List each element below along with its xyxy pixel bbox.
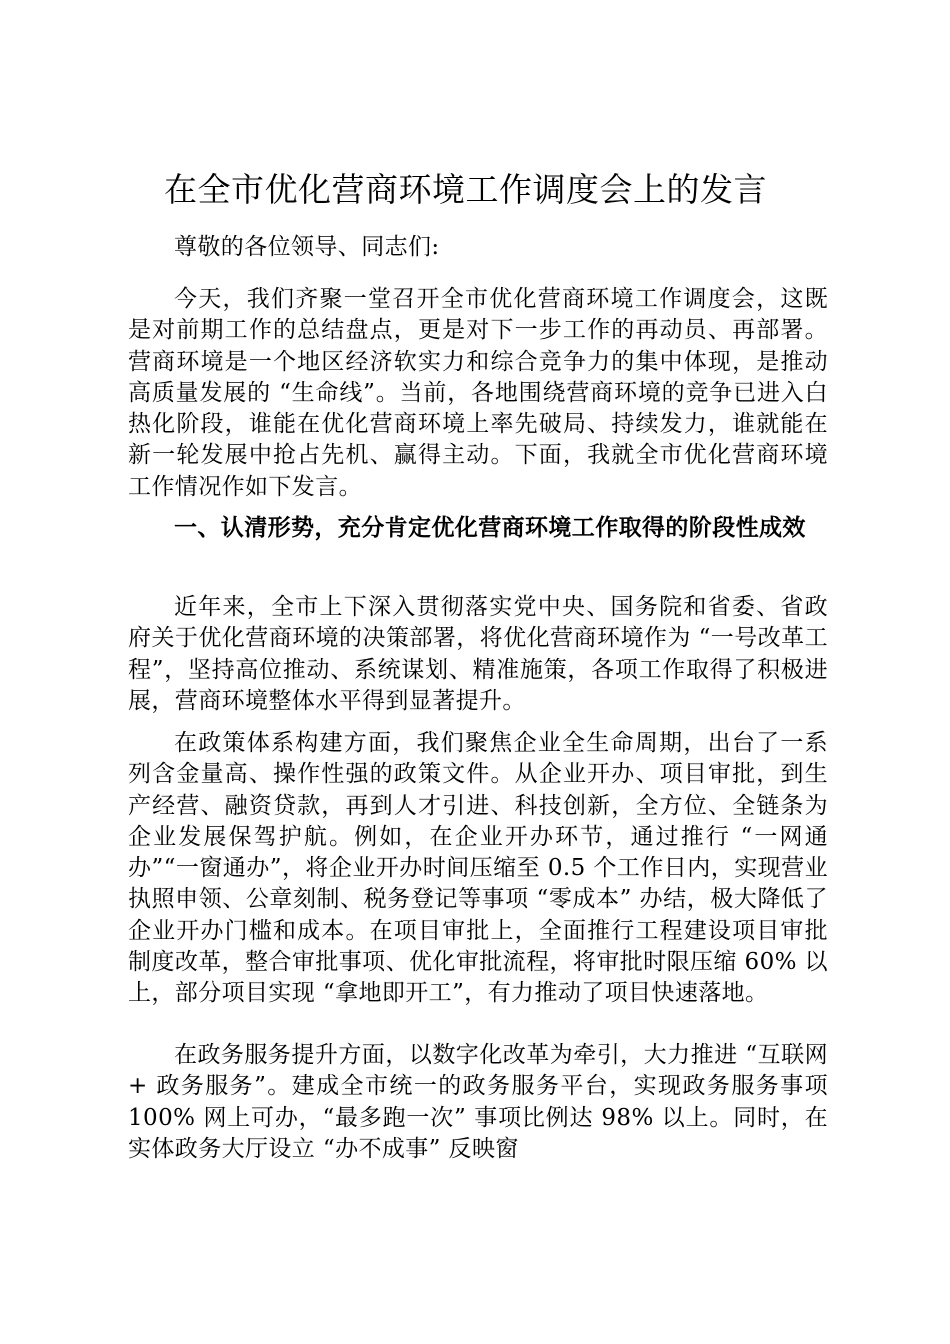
- intro-paragraph: 今天，我们齐聚一堂召开全市优化营商环境工作调度会，这既是对前期工作的总结盘点，更是对下一步工作的再动员、再部署。营商环境是一个地区经济软实力和综合竞争力的集中体现，是推动高质量发展的 “生命线”。当前，各地围绕营商环境的竞争已进入白热化阶段，谁能在优化营商环境上率先破局、持续发力，谁就能在新一轮发展中抢占先机、赢得主动。下面，我就全市优化营商环境工作情况作如下发言。: [128, 286, 828, 500]
- greeting: 尊敬的各位领导、同志们:: [174, 234, 440, 260]
- body-paragraph-achievements: 近年来，全市上下深入贯彻落实党中央、国务院和省委、省政府关于优化营商环境的决策部署，将优化营商环境作为 “一号改革工程”，坚持高位推动、系统谋划、精准施策，各项工作取得了积极进展，营商环境整体水平得到显著提升。: [128, 594, 828, 714]
- document-title: 在全市优化营商环境工作调度会上的发言: [164, 170, 767, 209]
- body-paragraph-policy: 在政策体系构建方面，我们聚焦企业全生命周期，出台了一系列含金量高、操作性强的政策文件。从企业开办、项目审批，到生产经营、融资贷款，再到人才引进、科技创新，全方位、全链条为企业发展保驾护航。例如，在企业开办环节，通过推行 “一网通办”“一窗通办”，将企业开办时间压缩至 0.5 个工作日内，实现营业执照申领、公章刻制、税务登记等事项 “零成本” 办结，极大降低了企业开办门槛和成本。在项目审批上，全面推行工程建设项目审批制度改革，整合审批事项、优化审批流程，将审批时限压缩 60% 以上，部分项目实现 “拿地即开工”，有力推动了项目快速落地。: [128, 730, 828, 1007]
- section-heading-1: 一、认清形势，充分肯定优化营商环境工作取得的阶段性成效: [174, 514, 806, 541]
- body-paragraph-services: 在政务服务提升方面，以数字化改革为牵引，大力推进 “互联网 + 政务服务”。建成全市统一的政务服务平台，实现政务服务事项 100% 网上可办，“最多跑一次” 事项比例达 98% 以上。同时，在实体政务大厅设立 “办不成事” 反映窗: [128, 1042, 828, 1162]
